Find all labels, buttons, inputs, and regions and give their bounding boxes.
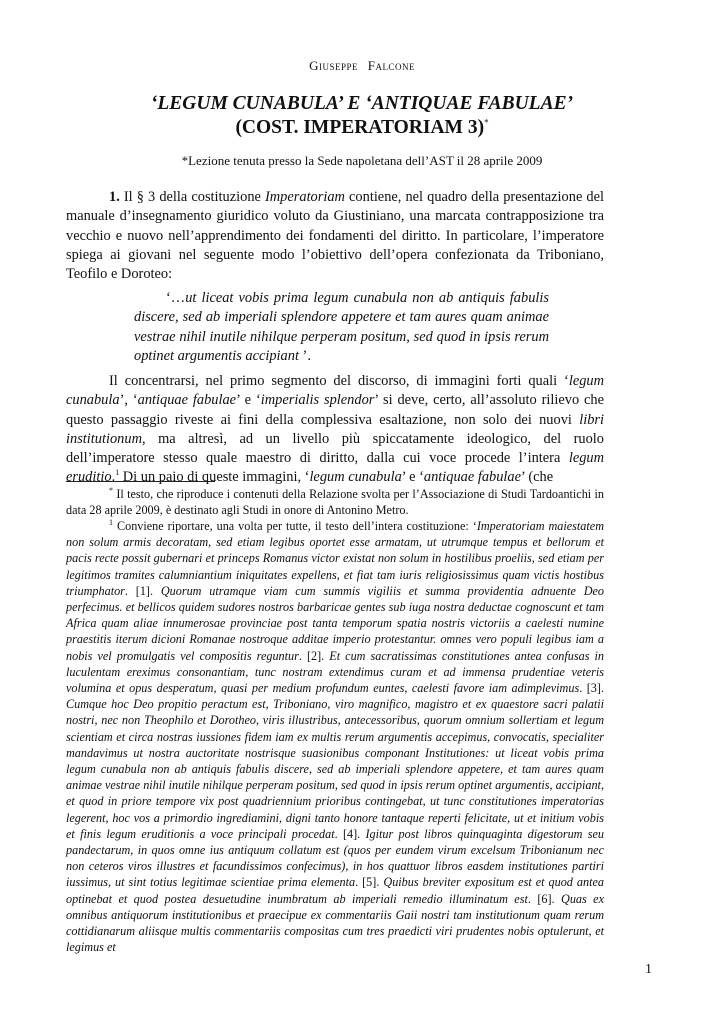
- fn2-l: Quibus breviter expositum est et quod antea optinebat et quod postea desuetudine inumbratum ab imperiali remedio illuminatum est: [66, 875, 604, 906]
- fn2-f: Et cum sacratissimas constitutiones antea confusas in luculentam ereximus consonantiam, tunc nostram extendimus curam et ad immensa prudentiae veteris volumina et opus desperatum, quasi per medium profundum euntes, caelesti favore iam adimplevimus: [66, 648, 604, 696]
- p2-i: , ma altresì, ad un livello più spiccatamente ideologico, del ruolo dell’imperatore stesso quale maestro di diritto, dalla cui voce procede l’intera: [66, 430, 604, 467]
- section-number: 1.: [109, 189, 120, 205]
- quote-open: ‘…: [166, 290, 186, 306]
- title-line-2: [0, 117, 724, 139]
- fn2-j: Igitur post libros quinquaginta digestorum seu pandectarum, in quos omne ius antiquum collatum est (quos per eundem virum excelsum Tribonianum nec non ceteros viros illustres et facundissimos confecimus), in hos quattuor libros easdem institutiones partiri iussimus, ut sint totius legitimae scientiae prima elementa: [66, 826, 604, 890]
- p2-e: ’ e ‘: [236, 392, 261, 409]
- fn2-c: . [1].: [124, 583, 161, 598]
- p2-p: ’ (che: [521, 469, 554, 486]
- footnote-star: [66, 486, 604, 518]
- lecture-note: *Lezione tenuta presso la Sede napoletana dell’AST il 28 aprile 2009: [181, 153, 543, 168]
- fn2-n: Quas ex omnibus antiquorum institutionibus et praecipue ex commentariis Gaii nostri tam institutionum quam rerum cottidianarum aliisque multis commentariis compositas cum tres praedicti viri prudentes nobis optulerunt, et legimus et: [66, 891, 604, 955]
- fn2-m: . [6].: [527, 891, 562, 906]
- p2-m: legum cunabula: [309, 469, 402, 486]
- fn2-a: Conviene riportare, una volta per tutte, il testo dell’intera costituzione: ‘: [113, 519, 477, 533]
- fn2-e: . [2].: [298, 648, 330, 663]
- p2-g: ’ si deve, certo, all’assoluto rilievo che questo passaggio riveste ai fini della complessiva esaltazione, non solo dei nuovi: [66, 392, 605, 428]
- p2-b: legum cunabula: [66, 373, 604, 409]
- footnote-1: [66, 518, 604, 955]
- p2-a: Il concentrarsi, nel primo segmento del discorso, di immagini forti quali ‘: [109, 373, 569, 389]
- p2-f: imperialis splendor: [260, 392, 375, 409]
- p2-k: .: [111, 469, 116, 486]
- fn2-d: Quorum utramque viam cum summis vigiliis et summa providentia adnuente Deo perfecimus. et bellicos quidem sudores nostros barbaricae gentes sub iuga nostra deductae cognoscunt et tam Africa quam aliae innumerosae provinciae post tanta temporum spatia nostris victoriis a caelesti numine praestitis iterum dicioni Romanae nostroque additae imperio protestantur. omnes vero populi legibus iam a nobis vel promulgatis vel compositis reguntur: [66, 583, 605, 663]
- p2-d: antiquae fabulae: [137, 392, 237, 409]
- fn2-b: Imperatoriam maiestatem non solum armis decoratam, sed etiam legibus oportet esse armatam, ut utrumque tempus et bellorum et pacis recte possit gubernari et princeps Romanus victor existat non solum in hostilibus proeliis, sed etiam per legitimos tramites calumniantium iniquitates expellens, et fiat tam iuris religiosissimus quam victis hostibus triumphator: [66, 519, 604, 598]
- quote-close: ’.: [298, 347, 311, 364]
- block-quote: [134, 289, 549, 366]
- page-number: 1: [645, 962, 652, 977]
- footnote-ref-1: 1: [115, 468, 120, 478]
- paragraph-2: [66, 372, 604, 488]
- paragraph-1: [66, 188, 604, 284]
- title-line-1: ‘LEGUM CUNABULA’ E ‘ANTIQUAE FABULAE’: [150, 93, 574, 114]
- title-line-2-text: (COST. IMPERATORIAM 3): [235, 117, 485, 138]
- quote-text: ut liceat vobis prima legum cunabula non ab antiquis fabulis discere, sed ab imperiali splendore appetere et tam aures quam animae vestrae nihil inutile nihilque perperam positum, sed quod in ipsis rerum optinet argumentis accipiant: [134, 290, 549, 364]
- footnote-separator: [66, 481, 215, 482]
- footnote-star-text: Il testo, che riproduce i contenuti della Relazione svolta per l’Associazione di Studi Tardoantichi in data 28 aprile 2009, è destinato agli Studi in onore di Antonino Metro.: [66, 487, 604, 518]
- paragraph-1-text-c: contiene, nel quadro della presentazione del manuale d’insegnamento giuridico voluto da Giustiniano, una marcata contrapposizione tra vecchio e nuovo nell’apprendimento dei fondamenti del diritto. In particolare, l’imperatore spiega ai giovani nel seguente modo l’obiettivo dell’opera confezionata da Triboniano, Teofilo e Doroteo:: [66, 189, 604, 283]
- paragraph-1-text-a: Il § 3 della costituzione: [119, 189, 265, 205]
- p2-n: ’ e ‘: [401, 469, 424, 486]
- p2-l: Di un paio di queste immagini, ‘: [119, 469, 310, 486]
- fn2-g: . [3].: [579, 681, 604, 696]
- p2-c: ’, ‘: [119, 392, 138, 409]
- p2-o: antiquae fabulae: [423, 469, 521, 486]
- p2-j: legum eruditio: [66, 450, 604, 486]
- title-footnote-mark: *: [484, 117, 489, 128]
- author-name: Giuseppe Falcone: [309, 58, 415, 73]
- footnote-star-mark: *: [109, 485, 113, 495]
- fn2-h: Cumque hoc Deo propitio peractum est, Triboniano, viro magnifico, magistro et ex quaestore sacri palatii nostri, nec non Theophilo et Dorotheo, viris illustribus, antecessoribus, quorum omnium sollertiam et legum scientiam et circa nostras iussiones fidem iam ex multis rerum argumentis accepimus, convocatis, specialiter mandavimus ut nostra auctoritate nostrisque suasionibus componant Institutiones: ut liceat vobis prima legum cunabula non ab antiquis fabulis discere, sed ab imperiali splendore appetere, et tam aures quam animae vestrae nihil inutile nihilque perperam positum, sed quod in ipsis rerum optinet argumentis, accipiant, et quod in priore tempore vix post quadriennium prioribus contingebat, ut tunc constitutiones imperatorias legerent, hoc vos a primordio ingrediamini, digni tanto honore tantaque reperti felicitate, ut et initium vobis et finis legum eruditionis a voce principali procedat: [66, 697, 604, 841]
- fn2-k: . [5].: [355, 875, 384, 890]
- footnote-1-mark: 1: [109, 517, 113, 527]
- paragraph-1-text-b: Imperatoriam: [265, 189, 345, 205]
- fn2-i: . [4].: [334, 826, 366, 841]
- p2-h: libri institutionum: [66, 411, 604, 447]
